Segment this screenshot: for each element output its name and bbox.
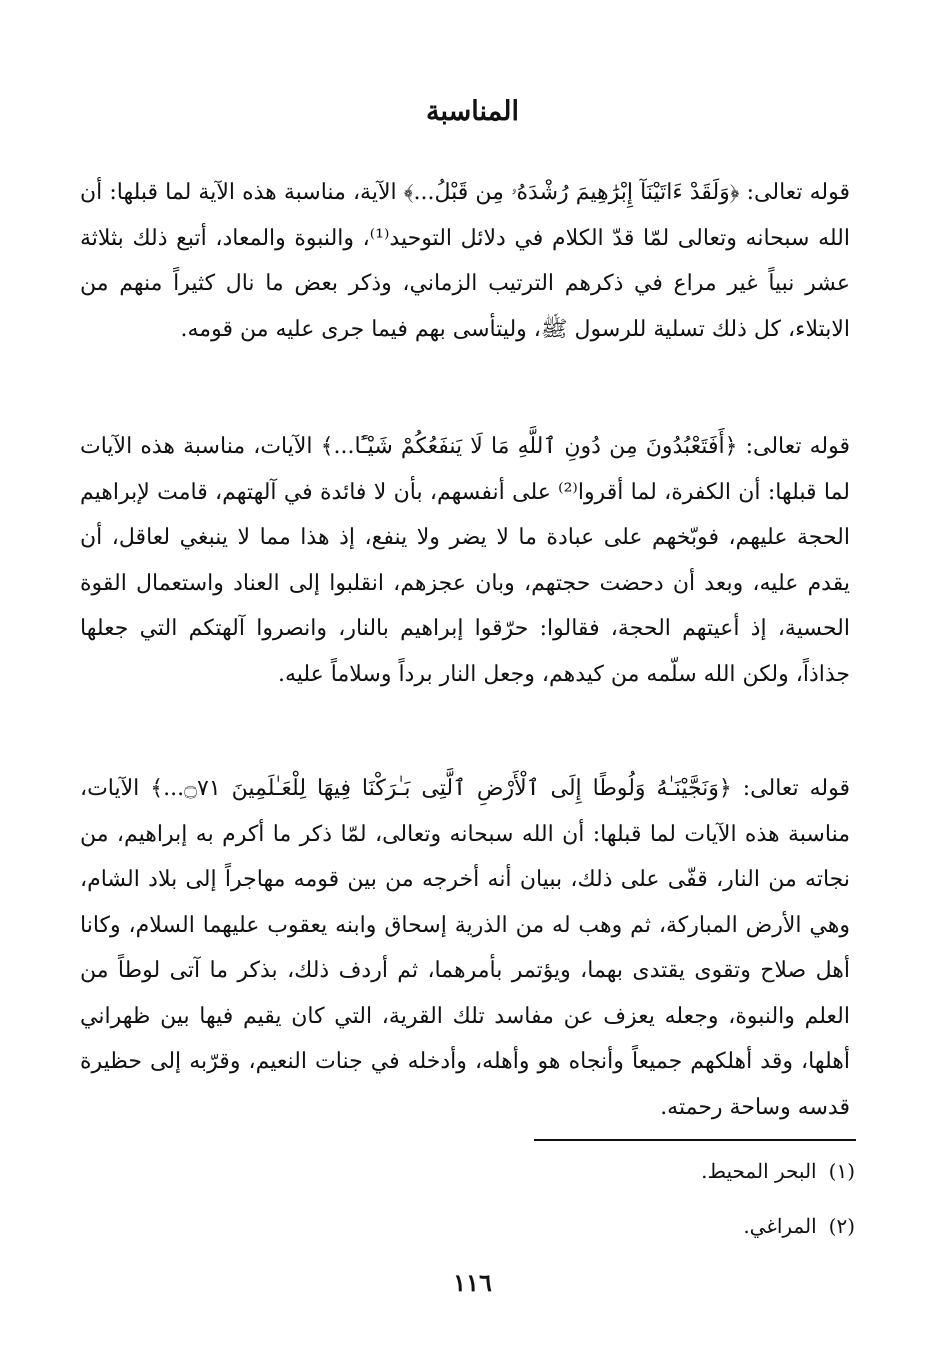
paragraph-2: قوله تعالى: ﴿أَفَتَعْبُدُونَ مِن دُونِ ٱللَّهِ مَا لَا يَنفَعُكُمْ شَيْـًٔا...﴾ الآيات، مناسبة هذه الآيات لما قبلها: أن الكفرة، لما أقروا⁽²⁾ على أنفسهم، بأن لا فائدة في آلهتهم، قامت لإبراهيم الحجة عليهم، فوبّخهم على عبادة ما لا يضر ولا ينفع، إذ هذا مما لا ينبغي لعاقل، أن يقدم عليه، وبعد أن دحضت حجتهم، وبان عجزهم، انقلبوا إلى العناد واستعمال القوة الحسية، إذ أعيتهم الحجة، فقالوا: حرّقوا إبراهيم بالنار، وانصروا آلهتكم التي جعلها جذاذاً، ولكن الله سلّمه من كيدهم، وجعل النار برداً وسلاماً عليه. (80, 434, 850, 687)
paragraph-3: قوله تعالى: ﴿وَنَجَّيْنَـٰهُ وَلُوطًا إِلَى ٱلْأَرْضِ ٱلَّتِى بَـٰرَكْنَا فِيهَا لِلْعَـٰلَمِينَ ۝٧١...﴾ الآيات، مناسبة هذه الآيات لما قبلها: أن الله سبحانه وتعالى، لمّا ذكر ما أكرم به إبراهيم، من نجاته من النار، قفّى على ذلك، ببيان أنه أخرجه من بين قومه مهاجراً إلى بلاد الشام، وهي الأرض المباركة، ثم وهب له من الذرية إسحاق وابنه يعقوب عليهما السلام، وكانا أهل صلاح وتقوى يقتدى بهما، ويؤتمر بأمرهما، ثم أردف ذلك، بذكر ما آتى لوطاً من العلم والنبوة، وجعله يعزف عن مفاسد تلك القرية، التي كان يقيم فيها بين ظهراني أهلها، وقد أهلكهم جميعاً وأنجاه هو وأهله، وأدخله في جنات النعيم، وقرّبه إلى حظيرة قدسه وساحة رحمته. (80, 776, 850, 1120)
footnote-1-number: (١) (828, 1159, 855, 1183)
footnote-1 (701, 1157, 855, 1185)
page-number: ١١٦ (453, 1268, 492, 1297)
page-title: المناسبة (426, 96, 519, 127)
footnote-2-number: (٢) (828, 1214, 855, 1238)
footnote-separator (534, 1139, 856, 1141)
paragraph-1: قوله تعالى: ﴿وَلَقَدْ ءَاتَيْنَآ إِبْرَٰهِيمَ رُشْدَهُۥ مِن قَبْلُ...﴾ الآية، مناسبة هذه الآية لما قبلها: أن الله سبحانه وتعالى لمّا قدّ الكلام في دلائل التوحيد⁽¹⁾، والنبوة والمعاد، أتبع ذلك بثلاثة عشر نبياً غير مراع في ذكرهم الترتيب الزماني، وذكر بعض ما نال كثيراً منهم من الابتلاء، كل ذلك تسلية للرسول ﷺ، وليتأسى بهم فيما جرى عليه من قومه. (80, 180, 850, 342)
footnote-2 (743, 1212, 855, 1240)
footnote-1-text: البحر المحيط. (701, 1159, 817, 1183)
footnote-2-text: المراغي. (743, 1214, 817, 1238)
